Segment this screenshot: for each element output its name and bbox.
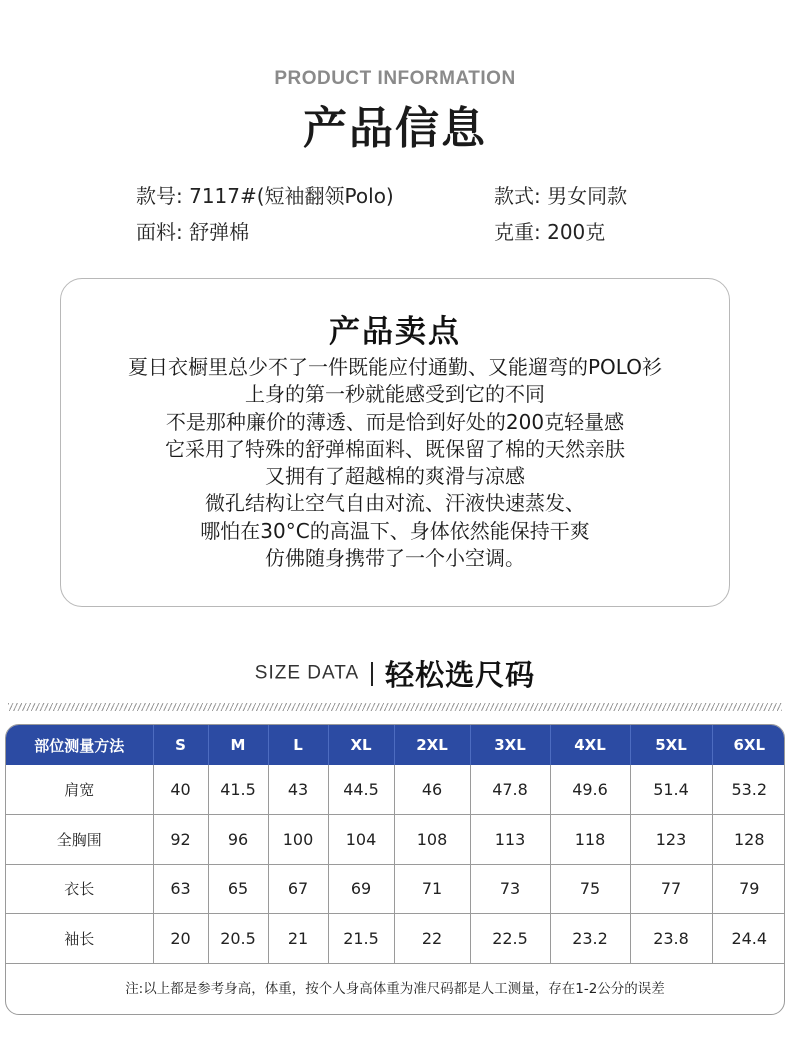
header-size-l: L xyxy=(268,725,328,765)
header-size-4xl: 4XL xyxy=(550,725,630,765)
table-cell: 43 xyxy=(268,765,328,815)
table-cell: 47.8 xyxy=(470,765,550,815)
table-row xyxy=(6,765,785,815)
table-cell: 67 xyxy=(268,864,328,914)
row-label-length: 衣长 xyxy=(6,864,153,914)
table-cell: 51.4 xyxy=(630,765,712,815)
table-cell: 71 xyxy=(394,864,470,914)
spec-style: 款式: 男女同款 xyxy=(494,184,628,208)
table-cell: 20 xyxy=(153,914,208,964)
row-label-chest: 全胸围 xyxy=(6,815,153,865)
table-cell: 113 xyxy=(470,815,550,865)
table-cell: 100 xyxy=(268,815,328,865)
size-data-english: SIZE DATA xyxy=(254,662,360,684)
table-row xyxy=(6,815,785,865)
table-cell: 46 xyxy=(394,765,470,815)
table-row xyxy=(6,864,785,914)
header-size-3xl: 3XL xyxy=(470,725,550,765)
table-cell: 41.5 xyxy=(208,765,268,815)
table-cell: 63 xyxy=(153,864,208,914)
table-cell: 69 xyxy=(328,864,394,914)
table-cell: 118 xyxy=(550,815,630,865)
table-cell: 108 xyxy=(394,815,470,865)
table-cell: 44.5 xyxy=(328,765,394,815)
table-cell: 53.2 xyxy=(712,765,785,815)
table-cell: 128 xyxy=(712,815,785,865)
table-cell: 73 xyxy=(470,864,550,914)
table-cell: 77 xyxy=(630,864,712,914)
table-cell: 23.8 xyxy=(630,914,712,964)
header-size-2xl: 2XL xyxy=(394,725,470,765)
table-cell: 79 xyxy=(712,864,785,914)
header-size-m: M xyxy=(208,725,268,765)
table-cell: 24.4 xyxy=(712,914,785,964)
table-cell: 40 xyxy=(153,765,208,815)
table-cell: 49.6 xyxy=(550,765,630,815)
size-data-chinese: 轻松选尺码 xyxy=(385,658,536,692)
table-cell: 23.2 xyxy=(550,914,630,964)
selling-point-line: 微孔结构让空气自由对流、汗液快速蒸发、 xyxy=(205,491,585,516)
selling-point-line: 仿佛随身携带了一个小空调。 xyxy=(265,546,525,571)
size-note: 注:以上都是参考身高，体重，按个人身高体重为准尺码都是人工测量，存在1-2公分的误差 xyxy=(125,980,665,997)
table-cell: 123 xyxy=(630,815,712,865)
table-cell: 75 xyxy=(550,864,630,914)
header-measure-method: 部位测量方法 xyxy=(6,725,153,765)
table-cell: 22 xyxy=(394,914,470,964)
table-row xyxy=(6,914,785,964)
selling-point-line: 不是那种廉价的薄透、而是恰到好处的200克轻量感 xyxy=(165,409,625,434)
selling-points-title: 产品卖点 xyxy=(329,314,461,350)
table-cell: 104 xyxy=(328,815,394,865)
header-size-xl: XL xyxy=(328,725,394,765)
size-chart-table xyxy=(6,725,785,964)
header-size-5xl: 5XL xyxy=(630,725,712,765)
table-cell: 21 xyxy=(268,914,328,964)
selling-point-line: 它采用了特殊的舒弹棉面料、既保留了棉的天然亲肤 xyxy=(165,436,625,461)
hatched-divider xyxy=(8,703,782,711)
table-cell: 22.5 xyxy=(470,914,550,964)
selling-points-text xyxy=(60,354,730,572)
spec-style-no: 款号: 7117#(短袖翻领Polo) xyxy=(136,184,394,208)
section-title-chinese: 产品信息 xyxy=(303,103,487,154)
selling-point-line: 哪怕在30°C的高温下、身体依然能保持干爽 xyxy=(200,518,590,543)
table-cell: 21.5 xyxy=(328,914,394,964)
size-header-row xyxy=(6,725,785,765)
size-data-heading xyxy=(0,653,790,694)
selling-point-line: 又拥有了超越棉的爽滑与凉感 xyxy=(265,464,525,489)
row-label-shoulder: 肩宽 xyxy=(6,765,153,815)
selling-point-line: 夏日衣橱里总少不了一件既能应付通勤、又能遛弯的POLO衫 xyxy=(128,355,662,379)
row-label-sleeve: 袖长 xyxy=(6,914,153,964)
spec-fabric: 面料: 舒弹棉 xyxy=(136,220,250,244)
table-cell: 96 xyxy=(208,815,268,865)
spec-weight: 克重: 200克 xyxy=(494,220,606,244)
table-cell: 65 xyxy=(208,864,268,914)
table-cell: 92 xyxy=(153,815,208,865)
selling-point-line: 上身的第一秒就能感受到它的不同 xyxy=(245,382,545,407)
table-cell: 20.5 xyxy=(208,914,268,964)
size-chart xyxy=(5,724,785,1015)
header-size-6xl: 6XL xyxy=(712,725,785,765)
header-size-s: S xyxy=(153,725,208,765)
heading-divider xyxy=(371,662,373,686)
section-title-english: PRODUCT INFORMATION xyxy=(274,68,516,89)
